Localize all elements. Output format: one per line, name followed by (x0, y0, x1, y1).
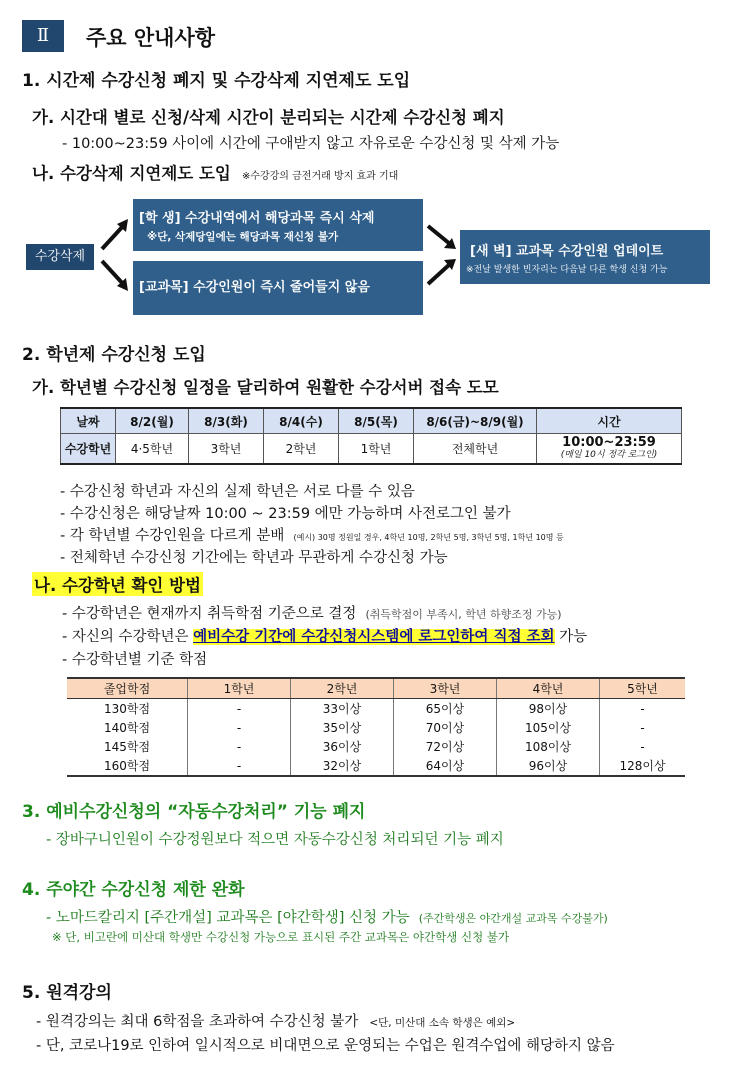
credit-cell: - (188, 699, 291, 719)
flow-student-line1: [학 생] 수강내역에서 해당과목 즉시 삭제 (139, 211, 375, 226)
credit-header-cell: 2학년 (291, 678, 394, 699)
flow-dawn-line1: [새 벽] 교과목 수강인원 업데이트 (470, 244, 664, 259)
section-2b-item-2-highlight: 예비수강 기간에 수강신청시스템에 로그인하여 직접 조회 (193, 629, 555, 645)
schedule-table (60, 407, 682, 465)
section-3-title: 3. 예비수강신청의 “자동수강처리” 기능 폐지 (22, 802, 366, 822)
flow-student-line2: ※단, 삭제당일에는 해당과목 재신청 불가 (147, 231, 339, 243)
flow-merge-arrows (426, 220, 462, 290)
section-4-item-note: (주간학생은 야간개설 교과목 수강불가) (418, 912, 608, 925)
credit-header-row (67, 678, 685, 699)
credit-cell: - (188, 756, 291, 776)
credit-row (67, 737, 685, 756)
credit-cell: 72이상 (394, 737, 497, 756)
flow-dawn-line2: ※전날 발생한 빈자리는 다음날 다른 학생 신청 가능 (466, 265, 668, 275)
credit-cell: - (640, 720, 645, 735)
schedule-header-row (61, 408, 682, 434)
section-2a-item-1: - 수강신청 학년과 자신의 실제 학년은 서로 다를 수 있음 (60, 484, 415, 500)
credit-cell: - (188, 718, 291, 737)
credit-cell: 145학점 (67, 737, 188, 756)
section-number-badge: Ⅱ (22, 20, 64, 52)
section-2b-item-2-pre: - 자신의 수강학년은 (62, 629, 194, 645)
section-1-title: 1. 시간제 수강신청 폐지 및 수강삭제 지연제도 도입 (22, 71, 411, 91)
section-5-title: 5. 원격강의 (22, 983, 112, 1003)
section-2-title: 2. 학년제 수강신청 도입 (22, 345, 206, 365)
credit-cell: 33이상 (291, 699, 394, 719)
section-1a-title: 가. 시간대 별로 신청/삭제 시간이 분리되는 시간제 수강신청 폐지 (32, 108, 505, 127)
credit-cell: - (640, 701, 645, 716)
flow-split-arrows (98, 215, 132, 295)
credit-header-cell: 4학년 (497, 678, 600, 699)
credit-cell: - (640, 739, 645, 754)
section-2a-item-2: - 수강신청은 해당날짜 10:00 ~ 23:59 에만 가능하며 사전로그인 불가 (60, 506, 511, 522)
section-2a-item-3: - 각 학년별 수강인원을 다르게 분배 (60, 528, 285, 544)
schedule-cell: 1학년 (339, 434, 414, 465)
flow-dawn-box (460, 230, 710, 284)
credit-cell: 128이상 (600, 756, 686, 776)
credit-cell: 140학점 (67, 718, 188, 737)
section-5-item-1: - 원격강의는 최대 6학점을 초과하여 수강신청 불가 (36, 1014, 359, 1030)
credit-header-cell: 3학년 (394, 678, 497, 699)
section-4-title: 4. 주야간 수강신청 제한 완화 (22, 880, 245, 900)
section-2b-item-3: - 수강학년별 기준 학점 (62, 652, 208, 668)
schedule-header-cell: 날짜 (61, 408, 116, 434)
schedule-cell: 전체학년 (414, 434, 537, 465)
credit-cell: - (188, 737, 291, 756)
credit-cell: 65이상 (394, 699, 497, 719)
schedule-cell: 3학년 (189, 434, 264, 465)
section-2b-item-1-note: (취득학점이 부족시, 학년 하향조정 가능) (365, 608, 562, 621)
credit-row (67, 756, 685, 776)
credit-cell: 108이상 (497, 737, 600, 756)
credit-header-cell: 졸업학점 (67, 678, 188, 699)
schedule-time-cell (537, 434, 682, 465)
credit-row (67, 699, 685, 719)
schedule-header-cell: 8/5(목) (339, 408, 414, 434)
schedule-header-cell: 8/4(수) (264, 408, 339, 434)
credit-cell: 96이상 (497, 756, 600, 776)
section-4-note: ※ 단, 비고란에 미산대 학생만 수강신청 가능으로 표시된 주간 교과목은 야간학생 신청 불가 (52, 930, 510, 944)
credit-cell: 70이상 (394, 718, 497, 737)
schedule-time-main: 10:00~23:59 (562, 434, 656, 450)
section-2b-title: 나. 수강학년 확인 방법 (32, 572, 203, 596)
section-1a-item: - 10:00~23:59 사이에 시간에 구애받지 않고 자유로운 수강신청 및 삭제 가능 (62, 136, 560, 152)
section-2a-item-3-note: (예시) 30명 정원일 경우, 4학년 10명, 2학년 5명, 3학년 5명, 1학년 10명 등 (293, 533, 564, 542)
credit-cell: 36이상 (291, 737, 394, 756)
section-1b-title: 나. 수강삭제 지연제도 도입 (32, 164, 231, 183)
schedule-header-cell: 8/2(월) (116, 408, 189, 434)
section-2a-title: 가. 학년별 수강신청 일정을 달리하여 원활한 수강서버 접속 도모 (32, 378, 499, 397)
credit-cell: 35이상 (291, 718, 394, 737)
section-5-item-1-note: <단, 미산대 소속 학생은 예외> (369, 1017, 516, 1029)
section-2a-item-4: - 전체학년 수강신청 기간에는 학년과 무관하게 수강신청 가능 (60, 550, 448, 566)
credit-row (67, 718, 685, 737)
credit-cell: 32이상 (291, 756, 394, 776)
section-2b-item-1: - 수강학년은 현재까지 취득학점 기준으로 결정 (62, 606, 357, 622)
schedule-cell: 2학년 (264, 434, 339, 465)
schedule-header-cell: 시간 (537, 408, 682, 434)
schedule-row-label: 수강학년 (61, 434, 116, 465)
section-5-item-2: - 단, 코로나19로 인하여 일시적으로 비대면으로 운영되는 수업은 원격수업에 해당하지 않음 (36, 1038, 615, 1054)
schedule-row (61, 434, 682, 465)
credit-table (67, 677, 685, 777)
section-3-item: - 장바구니인원이 수강정원보다 적으면 자동수강신청 처리되던 기능 폐지 (46, 832, 504, 848)
section-4-item: - 노마드칼리지 [주간개설] 교과목은 [야간학생] 신청 가능 (46, 910, 410, 926)
credit-cell: 130학점 (67, 699, 188, 719)
schedule-time-note: (매일 10시 정각 로그인) (560, 449, 658, 460)
credit-cell: 64이상 (394, 756, 497, 776)
credit-header-cell: 5학년 (600, 678, 686, 699)
section-2b-item-2-post: 가능 (554, 629, 588, 645)
credit-cell: 160학점 (67, 756, 188, 776)
credit-header-cell: 1학년 (188, 678, 291, 699)
credit-cell: 105이상 (497, 718, 600, 737)
flow-student-box (133, 199, 423, 251)
credit-cell: 98이상 (497, 699, 600, 719)
page-title: 주요 안내사항 (86, 26, 216, 50)
schedule-header-cell: 8/6(금)~8/9(월) (414, 408, 537, 434)
section-1b-note: ※수강강의 금전거래 방지 효과 기대 (241, 171, 399, 182)
schedule-cell: 4·5학년 (116, 434, 189, 465)
schedule-header-cell: 8/3(화) (189, 408, 264, 434)
flow-course-box: [교과목] 수강인원이 즉시 줄어들지 않음 (133, 261, 423, 315)
flow-start-box: 수강삭제 (26, 244, 94, 270)
